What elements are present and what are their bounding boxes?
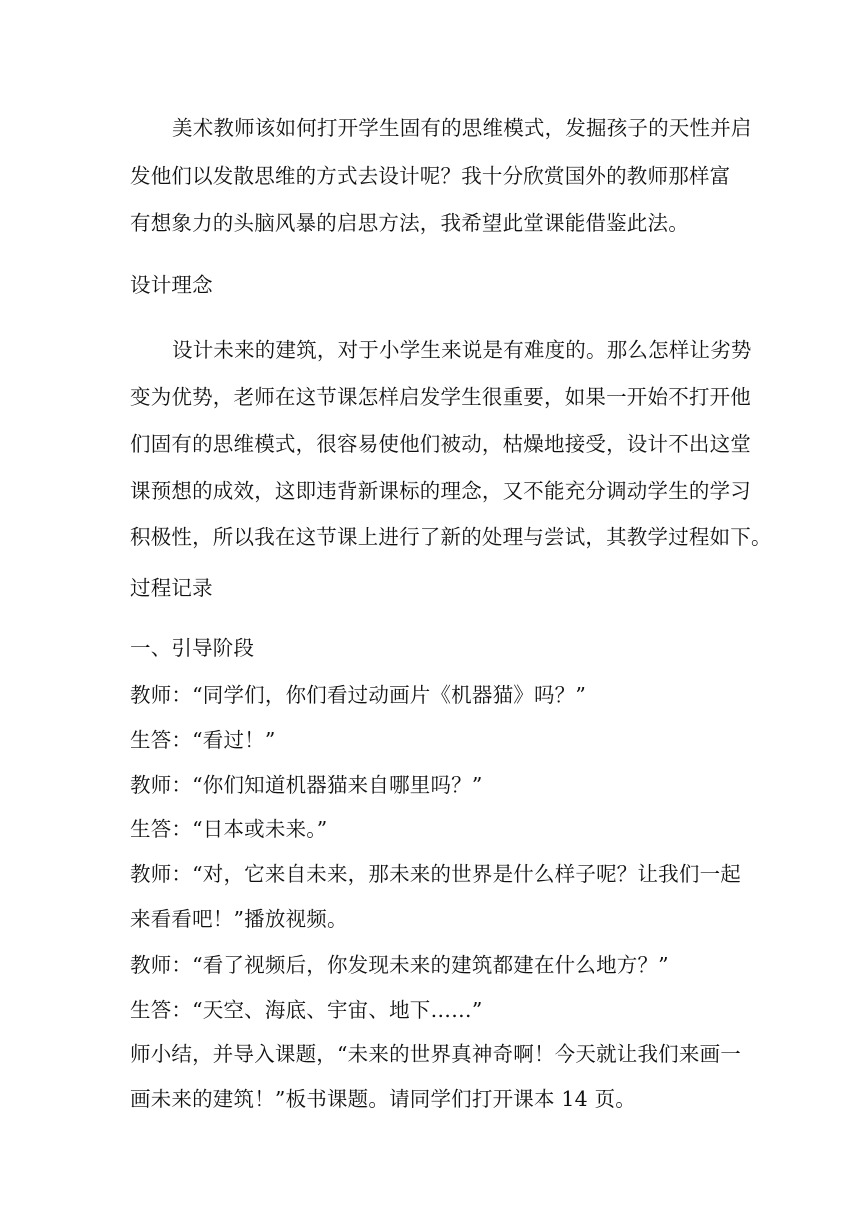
design-paragraph-line-3: 们固有的思维模式，很容易使他们被动，枯燥地接受，设计不出这堂: [130, 432, 751, 456]
dialogue-line-8: 生答：“天空、海底、宇宙、地下……”: [130, 998, 483, 1022]
dialogue-line-10: 画未来的建筑！”板书课题。请同学们打开课本 14 页。: [130, 1087, 636, 1111]
dialogue-line-3: 教师：“你们知道机器猫来自哪里吗？”: [130, 773, 483, 797]
design-paragraph-line-5: 积极性，所以我在这节课上进行了新的处理与尝试，其教学过程如下。: [130, 525, 772, 549]
dialogue-line-4: 生答：“日本或未来。”: [130, 817, 328, 841]
dialogue-line-2: 生答：“看过！”: [130, 728, 276, 752]
dialogue-line-6: 来看看吧！”播放视频。: [130, 907, 348, 931]
intro-paragraph-line-3: 有想象力的头脑风暴的启思方法，我希望此堂课能借鉴此法。: [130, 211, 689, 235]
design-paragraph-line-4: 课预想的成效，这即违背新课标的理念，又不能充分调动学生的学习: [130, 479, 751, 503]
design-paragraph-line-1: 设计未来的建筑，对于小学生来说是有难度的。那么怎样让劣势: [172, 338, 752, 362]
subheading-stage-one: 一、引导阶段: [130, 636, 255, 660]
intro-paragraph-line-1: 美术教师该如何打开学生固有的思维模式，发掘孩子的天性并启: [172, 116, 752, 140]
dialogue-line-1: 教师：“同学们，你们看过动画片《机器猫》吗？”: [130, 683, 587, 707]
intro-paragraph-line-2: 发他们以发散思维的方式去设计呢？我十分欣赏国外的教师那样富: [130, 164, 731, 188]
dialogue-line-9: 师小结，并导入课题，“未来的世界真神奇啊！今天就让我们来画一: [130, 1042, 741, 1066]
dialogue-line-5: 教师：“对，它来自未来，那未来的世界是什么样子呢？让我们一起: [130, 862, 741, 886]
dialogue-line-7: 教师：“看了视频后，你发现未来的建筑都建在什么地方？”: [130, 953, 669, 977]
design-paragraph-line-2: 变为优势，老师在这节课怎样启发学生很重要，如果一开始不打开他: [130, 385, 751, 409]
heading-process-record: 过程记录: [130, 576, 213, 600]
heading-design-concept: 设计理念: [130, 273, 213, 297]
